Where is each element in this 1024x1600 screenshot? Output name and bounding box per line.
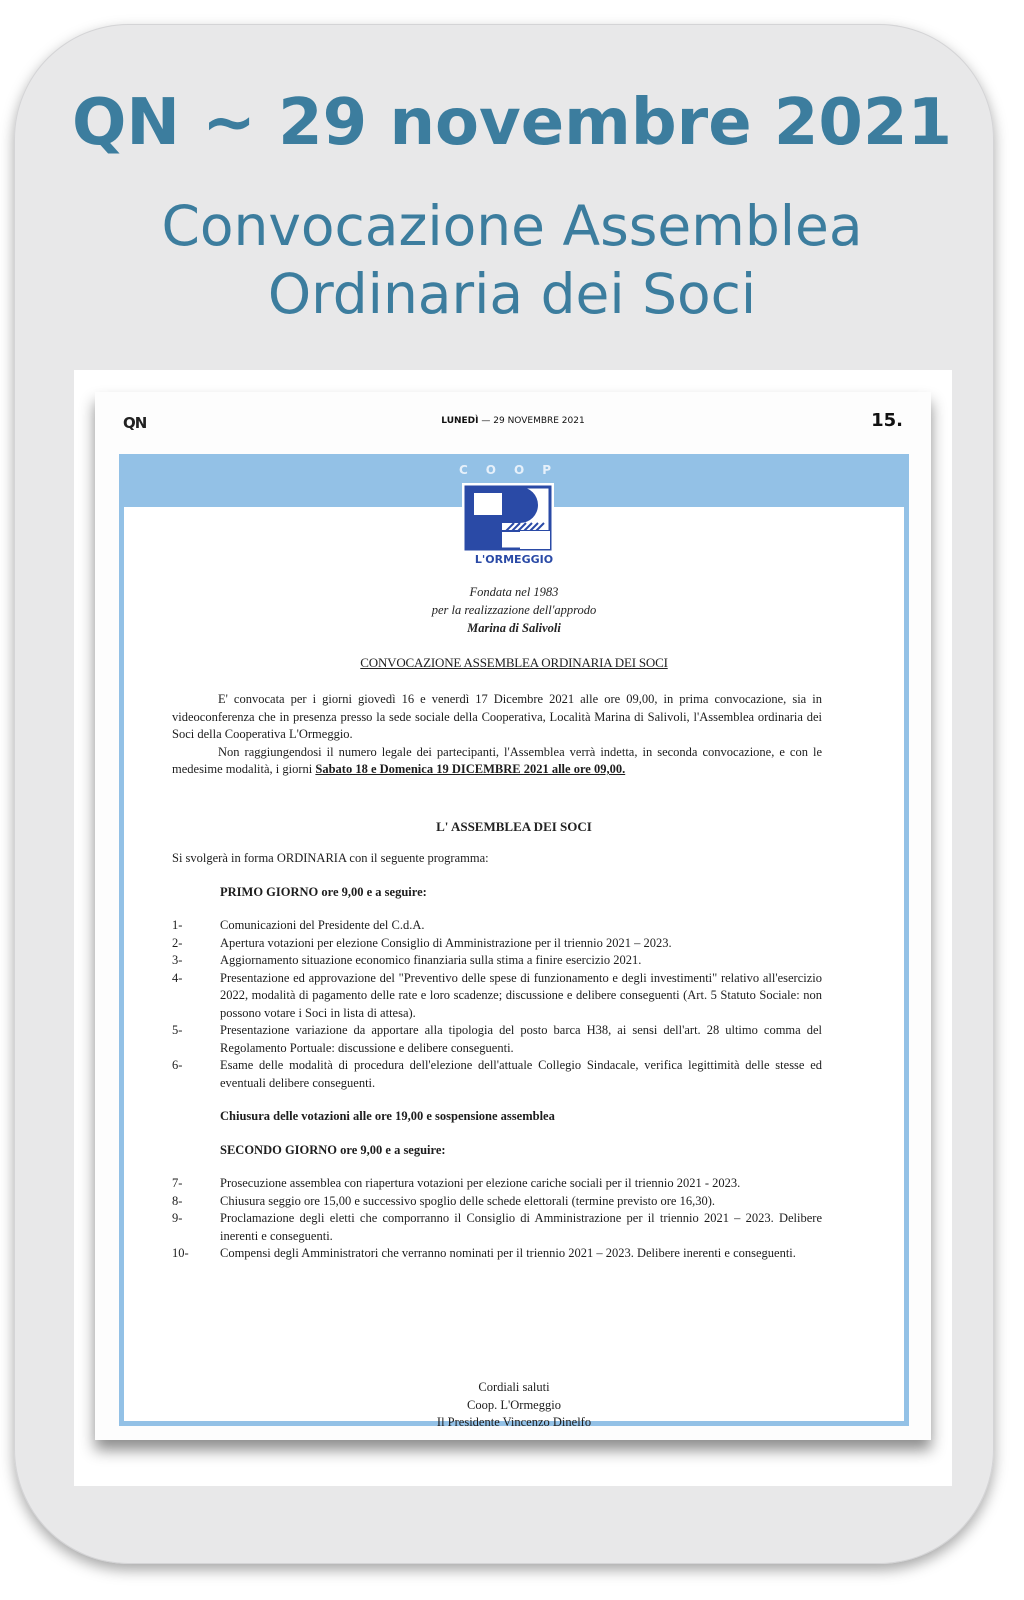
page-title: QN ~ 29 novembre 2021 <box>71 86 953 160</box>
marina-line: Marina di Salivoli <box>467 621 561 635</box>
greeting: Cordiali saluti <box>478 1380 550 1394</box>
paragraph-2-text: Non raggiungendosi il numero legale dei partecipanti, l'Assemblea verrà indetta, in seconda convocazione, e con le medesime modalità, i giorni <box>172 744 822 776</box>
closing-votes: Chiusura delle votazioni alle ore 19,00 e sospensione assemblea <box>220 1109 555 1123</box>
logo-name: L'ORMEGGIO <box>474 553 554 566</box>
paragraph-2 <box>172 744 822 779</box>
newspaper-date-text: — 29 NOVEMBRE 2021 <box>481 416 585 426</box>
list-item: 7- Prosecuzione assemblea con riapertura votazioni per elezione cariche sociali per il triennio 2021 - 2023. <box>172 1176 741 1190</box>
newspaper-logo: QN <box>123 414 147 432</box>
purpose-line: per la realizzazione dell'approdo <box>431 603 597 617</box>
list-item: 10- Compensi degli Amministratori che verranno nominati per il triennio 2021 – 2023. Delibere inerenti e conseguenti. <box>172 1246 796 1260</box>
list-item: 2- Apertura votazioni per elezione Consiglio di Amministrazione per il triennio 2021 – 2023. <box>172 935 672 950</box>
newspaper-date <box>95 416 931 426</box>
signature-block <box>124 1379 904 1432</box>
subtitle-line-1: Convocazione Assemblea <box>161 194 863 258</box>
list-item: 4- Presentazione ed approvazione del "Preventivo delle spese di funzionamento e degli investimenti" relativo all'esercizio 2022, modalità di pagamento delle rate e loro scadenze; discussione e delibere conseguenti (Art. 5 Statuto Sociale: non possono votare i Soci in lista di attesa). <box>172 970 822 1020</box>
coop-label: COOP <box>458 463 569 477</box>
list-item: 9- Proclamazione degli eletti che comporranno il Consiglio di Amministrazione per il triennio 2021 – 2023. Delibere inerenti e conseguenti. <box>172 1211 822 1243</box>
list-item: 3- Aggiornamento situazione economico finanziaria sulla stima a finire esercizio 2021. <box>172 953 642 967</box>
list-item: 1- Comunicazioni del Presidente del C.d.A. <box>172 918 425 932</box>
founded-line: Fondata nel 1983 <box>469 585 559 599</box>
subtitle-line-2: Ordinaria dei Soci <box>267 262 757 326</box>
list-item: 8- Chiusura seggio ore 15,00 e successivo spoglio delle schede elettorali (termine previsto ore 16,30). <box>172 1193 716 1208</box>
newspaper-day: LUNEDÌ <box>441 416 479 426</box>
paragraph-1: E' convocata per i giorni giovedì 16 e venerdì 17 Dicembre 2021 alle ore 09,00, in prima convocazione, sia in videoconferenza che in presenza presso la sede sociale della Cooperativa, Località Marina di Salivoli, l'Assemblea ordinaria dei Soci della Cooperativa L'Ormeggio. <box>172 692 822 741</box>
signature-name: Il Presidente Vincenzo Dinelfo <box>436 1415 592 1429</box>
newspaper-page <box>95 392 931 1440</box>
convocation-notice <box>119 454 909 1429</box>
list-item: 6- Esame delle modalità di procedura dell'elezione dell'attuale Collegio Sindacale, verifica legittimità delle stesse ed eventuali delibere conseguenti. <box>172 1058 822 1090</box>
signature-org: Coop. L'Ormeggio <box>467 1397 561 1412</box>
day1-heading: PRIMO GIORNO ore 9,00 e a seguire: <box>220 885 427 899</box>
notice-body <box>172 691 822 779</box>
list-item: 5- Presentazione variazione da apportare alla tipologia del posto barca H38, ai sensi dell'art. 28 ultimo comma del Regolamento Portuale: discussione e delibere conseguenti. <box>172 1023 822 1055</box>
ormeggio-logo-icon <box>462 483 554 553</box>
day2-heading: SECONDO GIORNO ore 9,00 e a seguire: <box>220 1143 446 1157</box>
second-convocation-dates: Sabato 18 e Domenica 19 DICEMBRE 2021 alle ore 09,00. <box>315 762 626 776</box>
page-subtitle <box>0 192 1024 328</box>
founding-info <box>124 583 904 637</box>
day2-agenda <box>172 1175 822 1263</box>
program-intro: Si svolgerà in forma ORDINARIA con il seguente programma: <box>172 851 489 865</box>
section-title: L' ASSEMBLEA DEI SOCI <box>436 819 592 834</box>
notice-title: CONVOCAZIONE ASSEMBLEA ORDINARIA DEI SOCI <box>360 655 668 670</box>
day1-agenda <box>172 917 822 1092</box>
newspaper-page-number: 15. <box>871 410 903 431</box>
